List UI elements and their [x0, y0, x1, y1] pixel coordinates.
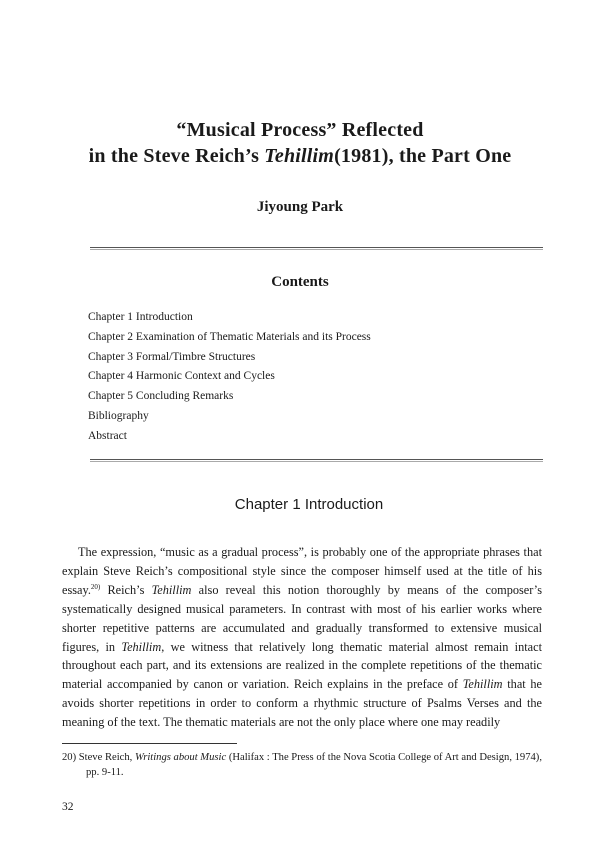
bottom-divider — [90, 459, 543, 462]
body-text: that he avoids shorter repetitions in order to conform a rhythmic structure of Psalms Verses and the meaning of the text. The thematic materials are not the only place where one may readily — [62, 677, 542, 730]
body-text: , we witness that relatively long thematic material almost remain intact throughout each part, and its extensions are realized in the complete repetitions of the thematic material accompanied by canon or variation. Reich explains in the preface of — [62, 639, 542, 692]
title-work-name: Tehillim — [264, 145, 335, 167]
footnote-author: Steve Reich, — [76, 752, 135, 763]
contents-heading: Contents — [271, 274, 329, 290]
body-text: also reveal this notion thoroughly by means of the composer’s systematically designed musical parameters. In contrast with most of his earlier works where shorter repetitive patterns are accumulated and gradually transformed to extensive musical figures, in — [62, 582, 542, 654]
author-name: Jiyoung Park — [256, 199, 344, 215]
work-title: Tehillim — [462, 677, 503, 692]
paper-title-line-1: “Musical Process” Reflected — [176, 119, 424, 141]
footnote-book: Writings about Music — [134, 752, 227, 763]
body-text: The expression, “music as a gradual process”, is probably one of the appropriate phrases that explain Steve Reich’s compositional style since the composer himself used at the title of his essay. — [62, 545, 542, 597]
footnote-divider — [62, 743, 237, 744]
footnote-ref: 20) — [90, 582, 101, 591]
toc-item: Abstract — [88, 429, 127, 442]
work-title: Tehillim — [121, 639, 162, 654]
table-of-contents — [88, 308, 371, 447]
page-number: 32 — [62, 801, 74, 813]
toc-item: Bibliography — [88, 409, 149, 422]
top-divider — [90, 247, 543, 250]
footnote — [62, 750, 542, 780]
footnote-publisher: (Halifax : The Press of the Nova Scotia College of Art and Design, 1974), — [226, 752, 542, 763]
body-text: Reich’s — [100, 582, 152, 597]
footnote-number: 20) — [62, 752, 77, 763]
footnote-pages: pp. 9-11. — [86, 767, 124, 778]
paper-title-line-2 — [0, 142, 600, 170]
chapter-heading: Chapter 1 Introduction — [234, 496, 384, 513]
toc-item: Chapter 1 Introduction — [88, 311, 193, 323]
title-text: in the Steve Reich’s — [88, 145, 265, 167]
toc-item: Chapter 4 Harmonic Context and Cycles — [88, 370, 275, 383]
work-title: Tehillim — [151, 582, 192, 597]
toc-item: Chapter 5 Concluding Remarks — [88, 390, 234, 403]
body-paragraph — [62, 543, 542, 732]
toc-item: Chapter 3 Formal/Timbre Structures — [88, 350, 256, 363]
toc-item: Chapter 2 Examination of Thematic Materials and its Process — [88, 330, 371, 343]
title-text-end: (1981), the Part One — [334, 145, 512, 167]
